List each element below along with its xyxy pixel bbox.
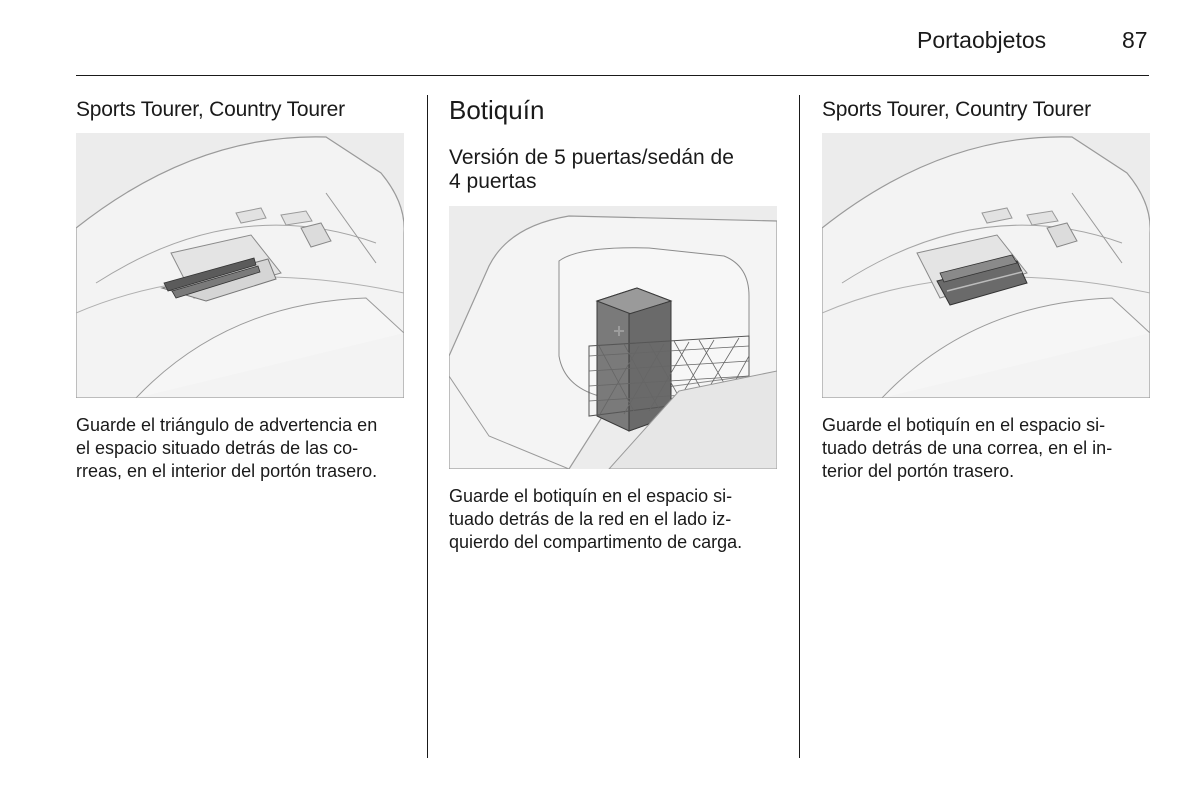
- section-title: Botiquín: [449, 95, 545, 125]
- section-subtitle: [449, 146, 779, 194]
- caption-line: Guarde el botiquín en el espacio si-: [449, 486, 733, 506]
- header-rule: [76, 75, 1149, 76]
- right-caption: [822, 414, 1112, 483]
- caption-line: Guarde el triángulo de advertencia en: [76, 415, 378, 435]
- right-column: [822, 94, 1152, 481]
- middle-caption: [449, 485, 742, 554]
- caption-line: tuado detrás de una correa, en el in-: [822, 438, 1113, 458]
- caption-line: el espacio situado detrás de las co-: [76, 438, 359, 458]
- caption-line: terior del portón trasero.: [822, 461, 1015, 481]
- left-column: [76, 94, 406, 481]
- column-divider: [427, 95, 428, 758]
- left-subtitle: Sports Tourer, Country Tourer: [76, 98, 345, 121]
- subtitle-line: Versión de 5 puertas/sedán de: [449, 146, 734, 169]
- subtitle-line: 4 puertas: [449, 170, 537, 193]
- middle-column: [449, 94, 779, 552]
- cargo-compartment-illustration: [449, 206, 777, 469]
- column-divider: [799, 95, 800, 758]
- tailgate-illustration: [76, 133, 404, 398]
- tailgate-illustration: [822, 133, 1150, 398]
- right-subtitle: Sports Tourer, Country Tourer: [822, 98, 1091, 121]
- caption-line: Guarde el botiquín en el espacio si-: [822, 415, 1106, 435]
- left-caption: [76, 414, 377, 483]
- caption-line: rreas, en el interior del portón trasero.: [76, 461, 378, 481]
- caption-line: tuado detrás de la red en el lado iz-: [449, 509, 732, 529]
- page-number: 87: [1122, 27, 1148, 53]
- section-heading: Portaobjetos: [917, 27, 1047, 53]
- caption-line: quierdo del compartimento de carga.: [449, 532, 743, 552]
